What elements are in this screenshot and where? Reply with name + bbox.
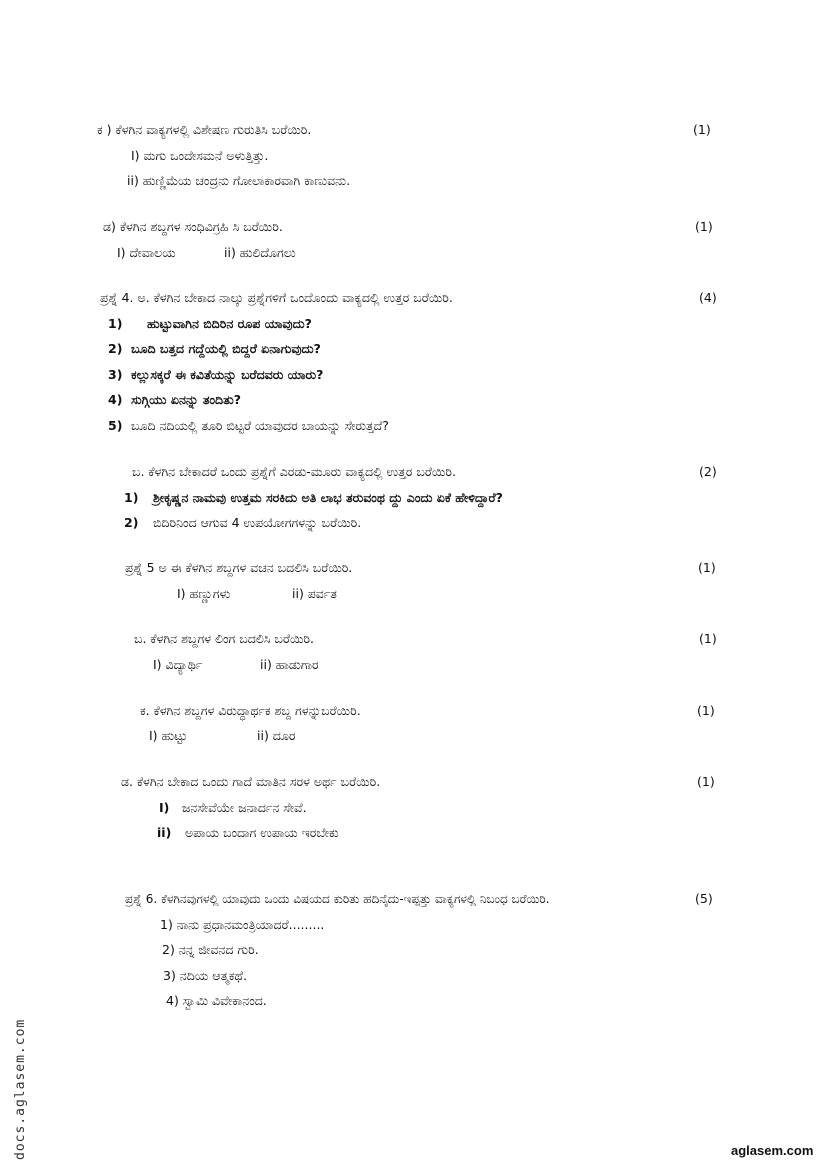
q4-b-question: ಬ. ಕೆಳಗಿನ ಬೇಕಾದರೆ ಒಂದು ಪ್ರಶ್ನೆಗೆ ಎರಡು-ಮೂರು ವಾಕ್ಯದಲ್ಲಿ ಉತ್ತರ ಬರೆಯಿರಿ. <box>132 464 456 479</box>
q5-k-question: ಕ. ಕೆಳಗಿನ ಶಬ್ದಗಳ ವಿರುದ್ಧಾರ್ಥಕ ಶಬ್ದ ಗಳನ್ನುಬರೆಯಿರಿ. <box>140 703 361 718</box>
q3-da-marks: (1) <box>695 219 713 234</box>
q5-k-item-2: ii) ದೂರ <box>257 728 296 743</box>
q4-b-item-1-text: ಶ್ರೀಕೃಷ್ಣನ ನಾಮವು ಉತ್ತಮ ಸರಕಿದು ಅತಿ ಲಾಭ ತರುವಂಥ ದ್ದು ಎಂದು ಏಕೆ ಹೇಳಿದ್ದಾರೆ? <box>153 490 503 505</box>
q3-ka-item-1: I) ಮಗು ಒಂದೇಸಮನೆ ಅಳುತ್ತಿತ್ತು. <box>131 148 269 163</box>
q5-b-marks: (1) <box>699 631 717 646</box>
q4-b-item-2-text: ಬಿದಿರಿನಿಂದ ಆಗುವ 4 ಉಪಯೋಗಗಳನ್ನು ಬರೆಯಿರಿ. <box>153 515 362 530</box>
q4-a-item-5-num: 5) <box>108 418 123 433</box>
q6-item-1: 1) ನಾನು ಪ್ರಧಾನಮಂತ್ರಿಯಾದರೆ......... <box>160 917 325 932</box>
q4-a-item-3-num: 3) <box>108 367 123 382</box>
q5-b-item-1: I) ವಿದ್ಯಾರ್ಥಿ <box>153 657 203 672</box>
q4-a-item-2-num: 2) <box>108 341 123 356</box>
q3-ka-item-2: ii) ಹುಣ್ಣಿಮೆಯ ಚಂದ್ರನು ಗೋಲಾಕಾರವಾಗಿ ಕಾಣುವನು. <box>127 173 351 188</box>
q5-a-marks: (1) <box>698 560 716 575</box>
q5-d-item-2-num: ii) <box>157 825 172 840</box>
q4-a-item-5-text: ಬೂದಿ ನದಿಯಲ್ಲಿ ತೂರಿ ಬಿಟ್ಟರೆ ಯಾವುದರ ಬಾಯನ್ನು ಸೇರುತ್ತದೆ? <box>131 418 389 433</box>
q3-ka-question: ಕ ) ಕೆಳಗಿನ ವಾಕ್ಯಗಳಲ್ಲಿ ವಿಶೇಷಣ ಗುರುತಿಸಿ ಬರೆಯಿರಿ. <box>97 122 312 137</box>
q6-marks: (5) <box>695 891 713 906</box>
q3-da-item-1: I) ದೇವಾಲಯ <box>117 245 176 260</box>
q5-a-item-1: I) ಹಣ್ಣುಗಳು <box>177 586 231 601</box>
q5-b-question: ಬ. ಕೆಳಗಿನ ಶಬ್ದಗಳ ಲಿಂಗ ಬದಲಿಸಿ ಬರೆಯಿರಿ. <box>134 631 314 646</box>
q5-k-marks: (1) <box>697 703 715 718</box>
q4-a-item-2-text: ಬೂದಿ ಬತ್ತದ ಗದ್ದೆಯಲ್ಲಿ ಬಿದ್ದರೆ ಏನಾಗುವುದು? <box>131 341 321 356</box>
q4-b-item-1-num: 1) <box>124 490 139 505</box>
watermark-text: docs.aglasem.com <box>13 1018 28 1160</box>
q5-d-question: ಡ. ಕೆಳಗಿನ ಬೇಕಾದ ಒಂದು ಗಾದೆ ಮಾತಿನ ಸರಳ ಅರ್ಥ ಬರೆಯಿರಿ. <box>121 774 381 789</box>
q4-b-marks: (2) <box>699 464 717 479</box>
q5-a-item-2: ii) ಪರ್ವತ <box>292 586 337 601</box>
q4-a-item-1-text: ಹುಟ್ಟುವಾಗಿನ ಬಿದಿರಿನ ರೂಪ ಯಾವುದು? <box>147 316 312 331</box>
q4-b-item-2-num: 2) <box>124 515 139 530</box>
q5-d-marks: (1) <box>697 774 715 789</box>
q6-item-4: 4) ಸ್ವಾಮಿ ವಿವೇಕಾನಂದ. <box>166 993 267 1008</box>
q4-a-item-3-text: ಕಲ್ಲುಸಕ್ಕರೆ ಈ ಕವಿತೆಯನ್ನು ಬರೆದವರು ಯಾರು? <box>131 367 324 382</box>
q6-item-3: 3) ನದಿಯ ಆತ್ಮಕಥೆ. <box>163 968 247 983</box>
q5-k-item-1: I) ಹುಟ್ಟು <box>149 728 188 743</box>
q5-d-item-1-text: ಜನಸೇವೆಯೇ ಜನಾರ್ದನ ಸೇವೆ. <box>182 800 307 815</box>
q3-da-question: ಡ) ಕೆಳಗಿನ ಶಬ್ದಗಳ ಸಂಧಿವಿಗ್ರಹಿ ಸಿ ಬರೆಯಿರಿ. <box>103 219 283 234</box>
q3-da-item-2: ii) ಹುಲಿದೊಗಲು <box>224 245 296 260</box>
q6-question: ಪ್ರಶ್ನೆ 6. ಕೆಳಗಿನವುಗಳಲ್ಲಿ ಯಾವುದು ಒಂದು ವಿಷಯದ ಕುರಿತು ಹದಿನೈದು-ಇಪ್ಪತ್ತು ವಾಕ್ಯಗಳಲ್ಲಿ ನಿಬಂಧ ಬರೆಯಿರಿ. <box>125 892 550 906</box>
q4-a-item-1-num: 1) <box>108 316 123 331</box>
q6-item-2: 2) ನನ್ನ ಜೀವನದ ಗುರಿ. <box>162 942 259 957</box>
q5-b-item-2: ii) ಹಾಡುಗಾರ <box>260 657 319 672</box>
q5-d-item-1-num: I) <box>159 800 170 815</box>
footer-brand: aglasem.com <box>731 1143 814 1158</box>
q4-a-question: ಪ್ರಶ್ನೆ 4. ಅ. ಕೆಳಗಿನ ಬೇಕಾದ ನಾಲ್ಕು ಪ್ರಶ್ನೆಗಳಿಗೆ ಒಂದೊಂದು ವಾಕ್ಯದಲ್ಲಿ ಉತ್ತರ ಬರೆಯಿರಿ. <box>100 290 453 305</box>
q5-a-question: ಪ್ರಶ್ನೆ 5 ಅ ಈ ಕೆಳಗಿನ ಶಬ್ದಗಳ ವಚನ ಬದಲಿಸಿ ಬರೆಯಿರಿ. <box>125 560 353 575</box>
q5-d-item-2-text: ಅಪಾಯ ಬಂದಾಗ ಉಪಾಯ ಇರಬೇಕು <box>185 825 339 840</box>
q4-a-item-4-text: ಸುಗ್ಗಿಯು ಏನನ್ನು ತಂದಿತು? <box>131 392 241 407</box>
q4-a-item-4-num: 4) <box>108 392 123 407</box>
q4-a-marks: (4) <box>699 290 717 305</box>
q3-ka-marks: (1) <box>693 122 711 137</box>
